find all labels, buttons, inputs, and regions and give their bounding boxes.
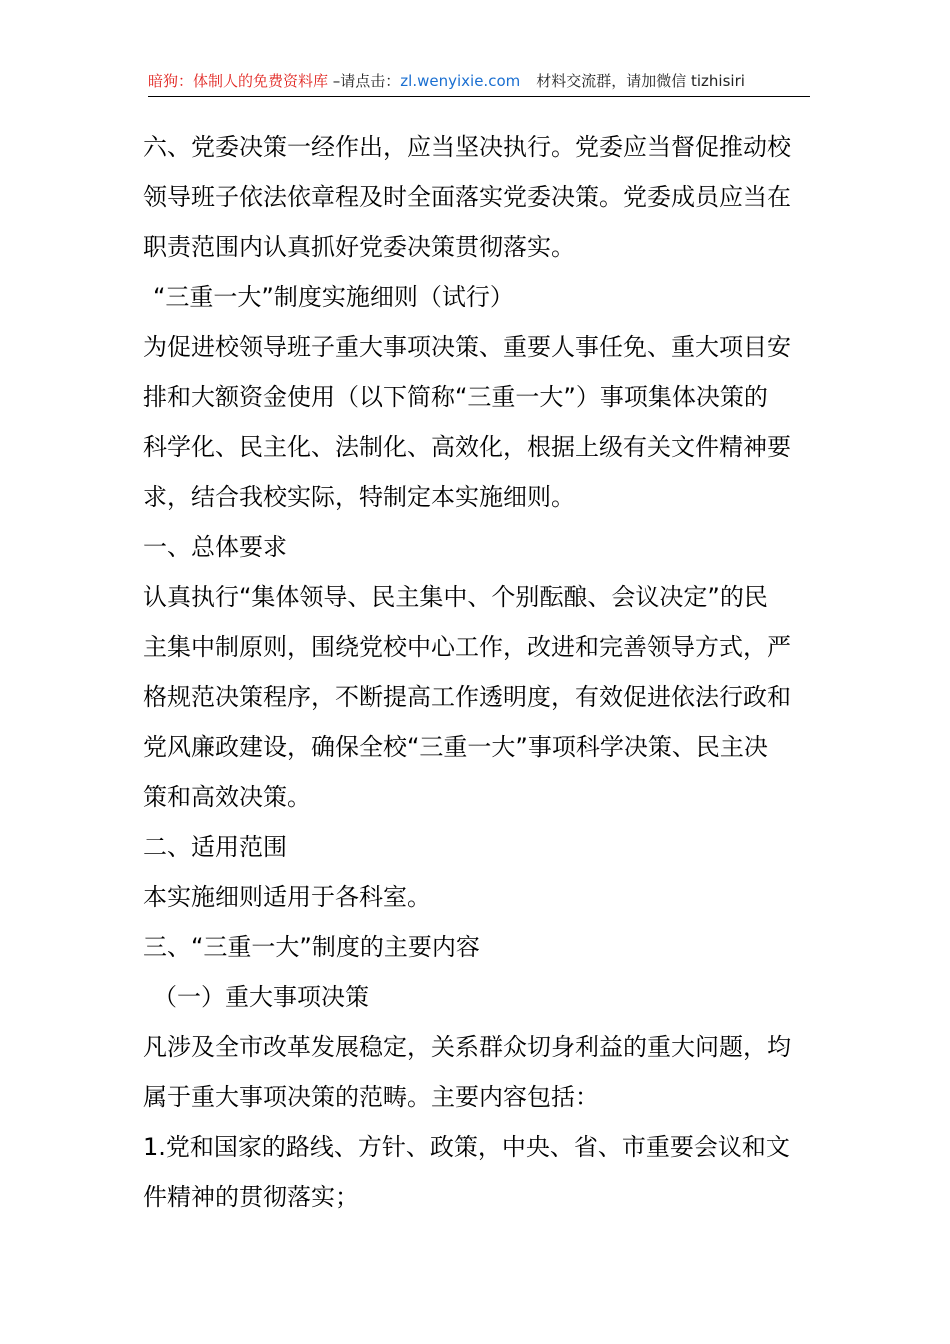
header-click-prompt: –请点击： bbox=[328, 72, 401, 90]
text-line: 求，结合我校实际，特制定本实施细则。 bbox=[143, 483, 575, 511]
page-header bbox=[148, 66, 810, 97]
text-line: 属于重大事项决策的范畴。主要内容包括： bbox=[143, 1083, 599, 1111]
text-line: 科学化、民主化、法制化、高效化，根据上级有关文件精神要 bbox=[143, 433, 791, 461]
text-line: 主集中制原则，围绕党校中心工作，改进和完善领导方式，严 bbox=[143, 633, 791, 661]
section-title: “三重一大”制度实施细则（试行） bbox=[153, 283, 514, 311]
text-line: 策和高效决策。 bbox=[143, 783, 311, 811]
section-heading: 一、总体要求 bbox=[143, 533, 287, 561]
text-line: 认真执行“集体领导、民主集中、个别酝酿、会议决定”的民 bbox=[143, 583, 768, 611]
text-line: 凡涉及全市改革发展稳定，关系群众切身利益的重大问题，均 bbox=[143, 1033, 791, 1061]
text-line: 本实施细则适用于各科室。 bbox=[143, 883, 431, 911]
text-line: 六、党委决策一经作出，应当坚决执行。党委应当督促推动校 bbox=[143, 133, 791, 161]
section-heading: 二、适用范围 bbox=[143, 833, 287, 861]
text-line: 领导班子依法依章程及时全面落实党委决策。党委成员应当在 bbox=[143, 183, 791, 211]
subsection-heading: （一）重大事项决策 bbox=[153, 983, 369, 1011]
header-wechat-note: 材料交流群，请加微信 tizhisiri bbox=[536, 72, 745, 90]
text-line: 格规范决策程序，不断提高工作透明度，有效促进依法行政和 bbox=[143, 683, 791, 711]
section-heading: 三、“三重一大”制度的主要内容 bbox=[143, 933, 480, 961]
text-line: 排和大额资金使用（以下简称“三重一大”）事项集体决策的 bbox=[143, 383, 768, 411]
text-line: 件精神的贯彻落实； bbox=[143, 1183, 359, 1211]
list-item: 1.党和国家的路线、方针、政策，中央、省、市重要会议和文 bbox=[143, 1133, 790, 1161]
text-line: 为促进校领导班子重大事项决策、重要人事任免、重大项目安 bbox=[143, 333, 791, 361]
document-body bbox=[143, 122, 809, 1222]
text-line: 职责范围内认真抓好党委决策贯彻落实。 bbox=[143, 233, 575, 261]
header-site-name: 暗狗：体制人的免费资料库 bbox=[148, 72, 329, 90]
header-site-link[interactable]: zl.wenyixie.com bbox=[400, 72, 521, 90]
text-line: 党风廉政建设，确保全校“三重一大”事项科学决策、民主决 bbox=[143, 733, 768, 761]
